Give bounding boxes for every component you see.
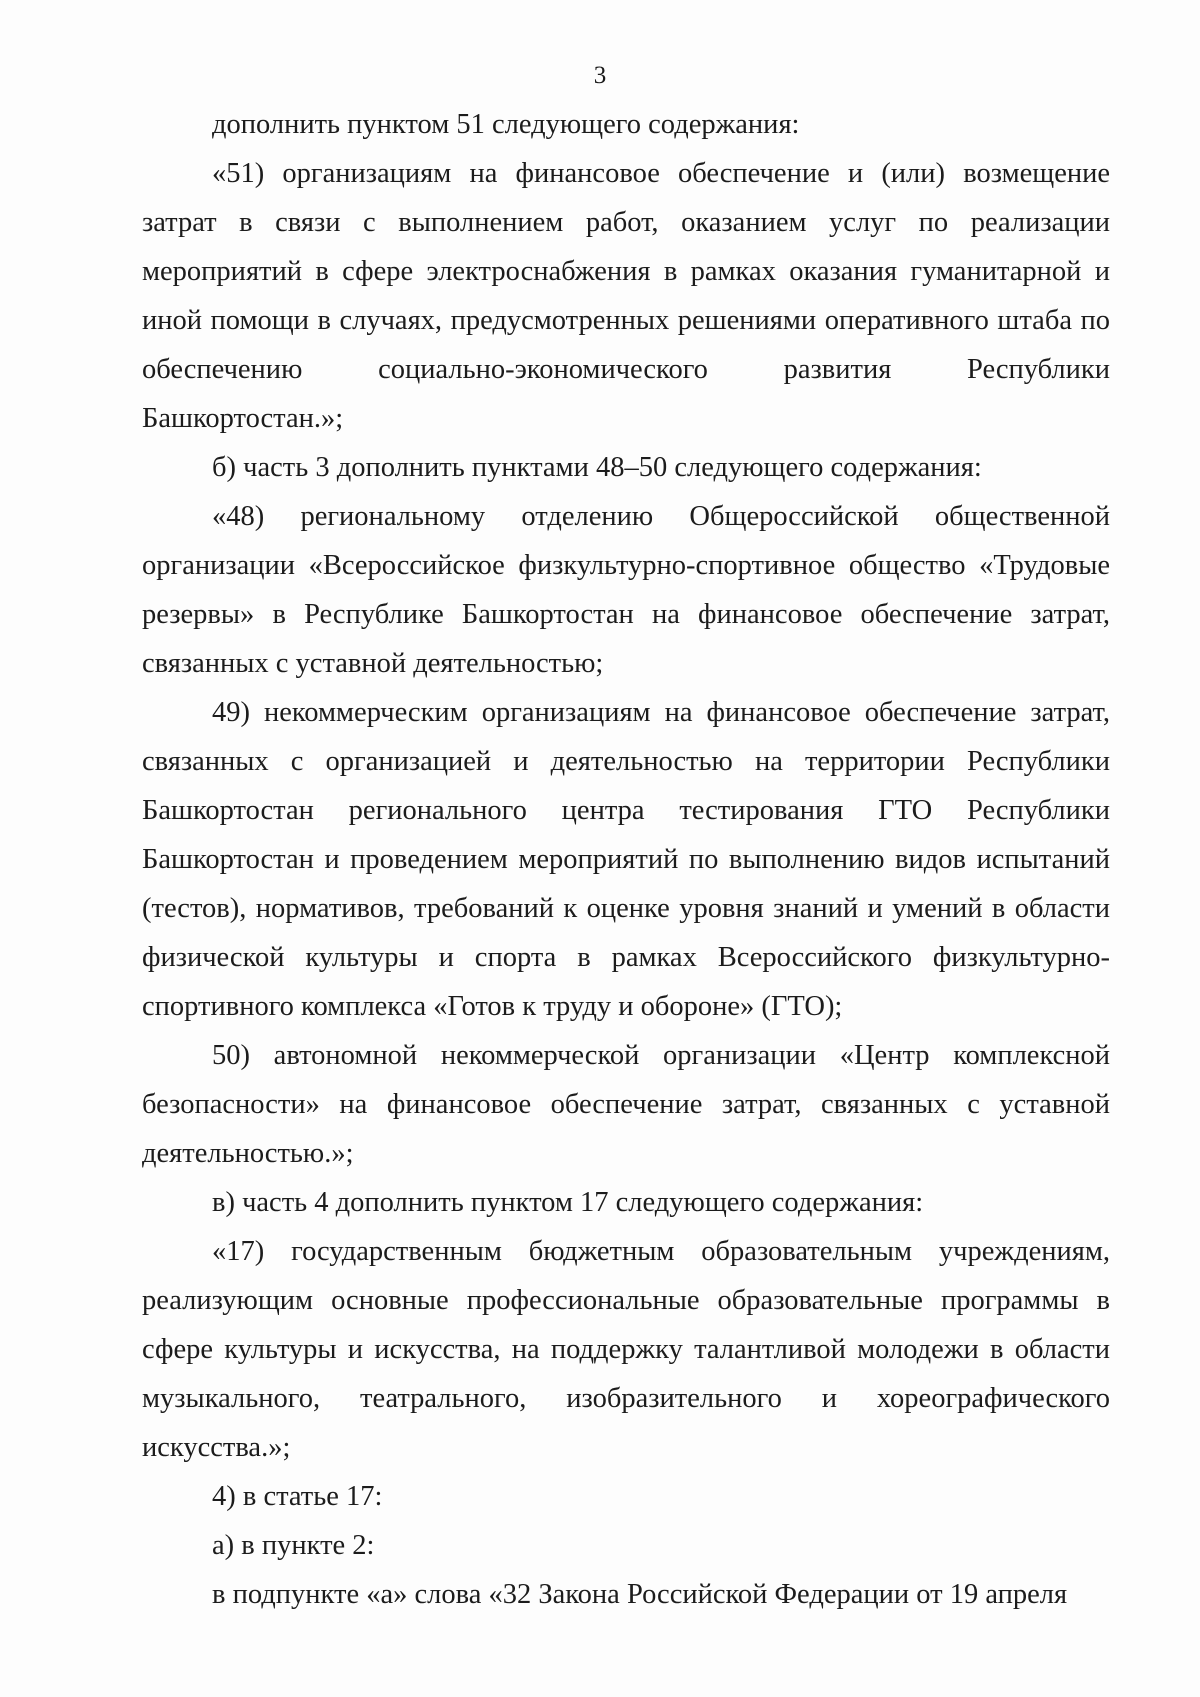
document-body bbox=[142, 100, 1110, 1619]
paragraph: 4) в статье 17: bbox=[212, 1481, 383, 1512]
paragraph: «48) региональному отделению Общероссийской общественной организации «Всероссийское физкультурно-спортивное общество «Трудовые резервы» в Республике Башкортостан на финансовое обеспечение затрат, связанных с уставной деятельностью; bbox=[142, 501, 1110, 679]
paragraph: б) часть 3 дополнить пунктами 48–50 следующего содержания: bbox=[212, 452, 982, 483]
paragraph: дополнить пунктом 51 следующего содержания: bbox=[212, 109, 800, 140]
paragraph: «51) организациям на финансовое обеспечение и (или) возмещение затрат в связи с выполнением работ, оказанием услуг по реализации мероприятий в сфере электроснабжения в рамках оказания гуманитарной и иной помощи в случаях, предусмотренных решениями оперативного штаба по обеспечению социально-экономического развития Республики Башкортостан.»; bbox=[142, 158, 1110, 434]
page-number: 3 bbox=[593, 62, 607, 89]
paragraph: в) часть 4 дополнить пунктом 17 следующего содержания: bbox=[212, 1187, 924, 1218]
paragraph: в подпункте «а» слова «32 Закона Российской Федерации от 19 апреля bbox=[212, 1579, 1068, 1610]
paragraph: «17) государственным бюджетным образовательным учреждениям, реализующим основные профессиональные образовательные программы в сфере культуры и искусства, на поддержку талантливой молодежи в области музыкального, театрального, изобразительного и хореографического искусства.»; bbox=[142, 1236, 1110, 1463]
paragraph: 49) некоммерческим организациям на финансовое обеспечение затрат, связанных с организацией и деятельностью на территории Республики Башкортостан регионального центра тестирования ГТО Республики Башкортостан и проведением мероприятий по выполнению видов испытаний (тестов), нормативов, требований к оценке уровня знаний и умений в области физической культуры и спорта в рамках Всероссийского физкультурно-спортивного комплекса «Готов к труду и обороне» (ГТО); bbox=[142, 697, 1110, 1022]
paragraph: а) в пункте 2: bbox=[212, 1530, 375, 1561]
paragraph: 50) автономной некоммерческой организации «Центр комплексной безопасности» на финансовое обеспечение затрат, связанных с уставной деятельностью.»; bbox=[142, 1040, 1110, 1169]
